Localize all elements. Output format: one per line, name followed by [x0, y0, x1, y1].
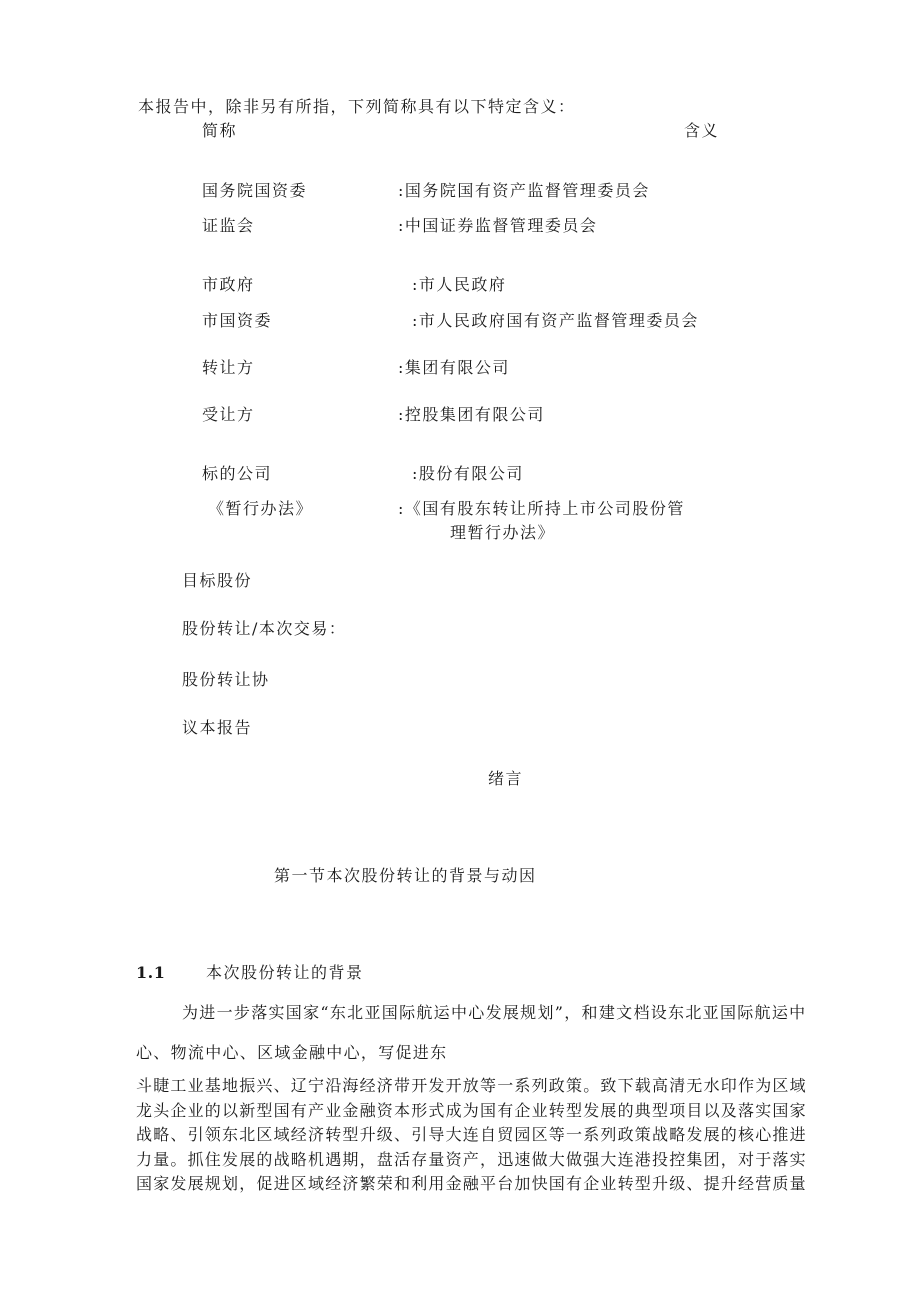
- meaning-interim-measures-cont: 理暂行办法》: [450, 523, 556, 542]
- subsection-number: 1.1: [136, 963, 166, 982]
- paragraph-line: 国家发展规划，促进区域经济繁荣和利用金融平台加快国有企业转型升级、提升经营质量: [136, 1174, 807, 1193]
- term-city-sasac: 市国资委: [202, 311, 273, 330]
- term-sasac: 国务院国资委: [202, 181, 308, 200]
- paragraph-line: 龙头企业的以新型国有产业金融资本形式成为国有企业转型发展的典型项目以及落实国家: [136, 1100, 807, 1120]
- meaning-transferor: :集团有限公司: [398, 358, 510, 377]
- header-term: 简称: [202, 121, 238, 140]
- paragraph-line: 力量。抓住发展的战略机遇期，盘活存量资产，迅速做大做强大连港投控集团，对于落实: [136, 1149, 807, 1169]
- term-share-transfer: 股份转让/本次交易：: [182, 619, 347, 638]
- body-line-1: 为进一步落实国家“东北亚国际航运中心发展规划”，和建文档设东北亚国际航运中: [182, 1003, 807, 1022]
- header-meaning: 含义: [684, 121, 720, 140]
- meaning-interim-measures: :《国有股东转让所持上市公司股份管: [398, 499, 685, 518]
- term-transferee: 受让方: [202, 405, 255, 424]
- term-target-company: 标的公司: [202, 464, 273, 483]
- term-transfer-agreement: 股份转让协: [182, 670, 270, 689]
- term-this-report: 议本报告: [182, 718, 253, 737]
- term-target-shares: 目标股份: [182, 571, 253, 590]
- paragraph-line: 斗睫工业基地振兴、辽宁沿海经济带开发开放等一系列政策。致下载高清无水印作为区域: [136, 1076, 807, 1095]
- section-title: 第一节本次股份转让的背景与动因: [274, 866, 537, 885]
- meaning-city-gov: :市人民政府: [412, 275, 507, 294]
- body-line-2: 心、物流中心、区域金融中心，写促进东: [136, 1043, 448, 1062]
- meaning-csrc: :中国证券监督管理委员会: [398, 216, 598, 235]
- term-city-gov: 市政府: [202, 275, 255, 294]
- subsection-title: 本次股份转让的背景: [206, 963, 364, 982]
- term-interim-measures: 《暂行办法》: [208, 499, 314, 518]
- meaning-target-company: :股份有限公司: [412, 464, 524, 483]
- body-paragraph: [136, 1074, 866, 1197]
- intro-text: 本报告中，除非另有所指，下列简称具有以下特定含义：: [138, 97, 576, 116]
- meaning-sasac: :国务院国有资产监督管理委员会: [398, 181, 650, 200]
- paragraph-line: 战略、引领东北区域经济转型升级、引导大连自贸园区等一系列政策战略发展的核心推进: [136, 1125, 807, 1144]
- meaning-transferee: :控股集团有限公司: [398, 405, 545, 424]
- chapter-title: 绪言: [488, 769, 524, 788]
- term-transferor: 转让方: [202, 358, 255, 377]
- meaning-city-sasac: :市人民政府国有资产监督管理委员会: [412, 311, 699, 330]
- term-csrc: 证监会: [202, 216, 255, 235]
